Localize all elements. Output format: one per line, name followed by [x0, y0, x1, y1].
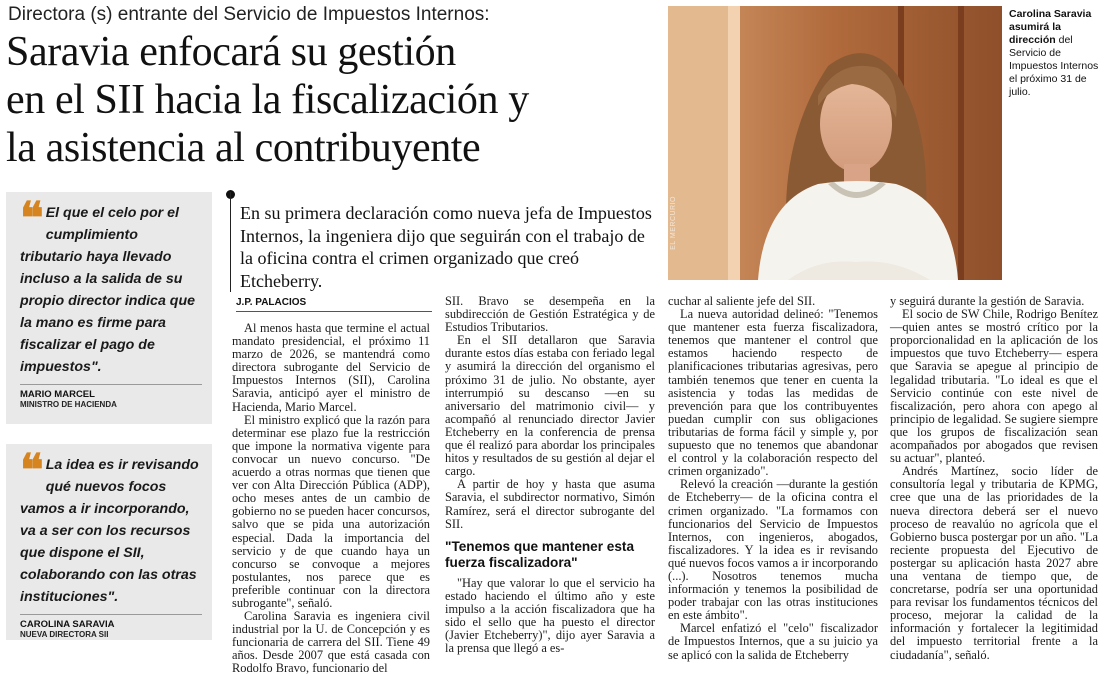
body-column-2: [445, 295, 655, 655]
article-kicker: Directora (s) entrante del Servicio de Impuestos Internos:: [8, 4, 490, 25]
quote-author-name: CAROLINA SARAVIA: [20, 619, 115, 630]
paragraph: En el SII detallaron que Saravia durante estos días estaba con feriado legal y asumirá la dirección del organismo el próximo 31 de julio. No obstante, ayer interrumpió su descanso —en su aniversario del matrimonio civil— y acompañó al renunciado director Javier Etcheberry en la conferencia de prensa que él realizó para abordar los principales hitos y resultados de su gestión al dejar el cargo.: [445, 333, 655, 479]
article-deck: En su primera declaración como nueva jefa de Impuestos Internos, la ingeniera dijo que seguirán con el trabajo de la oficina contra el crimen organizado que creó Etcheberry.: [240, 203, 652, 291]
section-subhead: "Tenemos que mantener esta fuerza fiscalizadora": [445, 538, 635, 570]
photo-credit: EL MERCURIO: [670, 196, 677, 250]
headline-line-1: Saravia enfocará su gestión: [6, 29, 456, 75]
photo-caption: [1009, 8, 1099, 99]
paragraph: El ministro explicó que la razón para determinar ese plazo fue la restricción que impone la normativa vigente para convocar un nuevo concurso. "De acuerdo a otras normas que tienen que ver con Alta Dirección Pública (ADP), ocho meses antes de un cambio de gobierno no se pueden hacer concursos, salvo que se pida una autorización especial. Dada la importancia del servicio y de que cuando haya un concurso se convoque a mejores postulantes, nos parece que es preferible continuar con la directora subrogante", señaló.: [232, 412, 430, 610]
quote-divider: [20, 614, 202, 615]
paragraph: SII. Bravo se desempeña en la subdirección de Gestión Estratégica y de Estudios Tributarios.: [445, 294, 655, 335]
paragraph: "Hay que valorar lo que el servicio ha estado haciendo el último año y este impulso a la acción fiscalizadora que ha sido el sello que ha puesto el director (Javier Etcheberry)", dijo ayer Saravia a la prensa que llegó a es-: [445, 575, 655, 656]
quote-author-role: NUEVA DIRECTORA SII: [20, 630, 109, 639]
paragraph: Al menos hasta que termine el actual mandato presidencial, el próximo 11 marzo de 2026, se mantendrá como directora subrogante del Servicio de Impuestos Internos (SII), Carolina Saravia, anticipó ayer el ministro de Hacienda, Mario Marcel.: [232, 321, 430, 414]
pull-quote-text: La idea es ir revisando qué nuevos focos vamos a ir incorporando, va a ser con los recursos que dispone el SII, colaborando con las otras instituciones".: [20, 457, 199, 605]
caption-bold: Carolina Saravia asumirá la dirección: [1009, 8, 1092, 46]
portrait-illustration: [668, 6, 1002, 280]
headline-line-3: la asistencia al contribuyente: [6, 125, 481, 171]
quote-divider: [20, 384, 202, 385]
headline-line-2: en el SII hacia la fiscalización y: [6, 77, 529, 123]
article-photo: [668, 6, 1002, 280]
paragraph: y seguirá durante la gestión de Saravia.: [890, 294, 1085, 308]
pull-quote-text: El que el celo por el cumplimiento tributario haya llevado incluso a la salida de su propio director indica que la mano es firme para fiscalizar el pago de impuestos".: [20, 205, 195, 375]
quote-mark-icon: ❝: [20, 445, 44, 496]
quote-mark-icon: ❝: [20, 193, 44, 244]
paragraph: La nueva autoridad delineó: "Tenemos que mantener esta fuerza fiscalizadora, tenemos que mantener el control que estamos haciendo respecto de planificaciones tributarias agresivas, pero también tenemos que tener en cuenta la asistencia y todas las medidas de prevención para que los contribuyentes puedan cumplir con sus obligaciones tributarias de forma fácil y simple y, por supuesto que no tenemos que abandonar el control y la colaboración respecto del crimen organizado".: [668, 307, 878, 479]
paragraph: El socio de SW Chile, Rodrigo Benítez —quien antes se mostró crítico por la proporcionalidad en la aplicación de los impuestos que tuvo Etcheberry— espera que Saravia se apegue al principio de legalidad tributaria. "Lo ideal es que el Servicio continúe con este nivel de fiscalización, pero ahora con apego al principio de legalidad. Se sugiere siempre que los grupos de fiscalización sean acompañados por abogados que revisen su actuar", planteó.: [890, 307, 1098, 466]
body-column-4: [890, 295, 1098, 662]
paragraph: Marcel enfatizó el "celo" fiscalizador de Impuestos Internos, que a su juicio ya se aplicó con la salida de Etcheberry: [668, 621, 878, 662]
byline: J.P. PALACIOS: [236, 297, 307, 308]
pull-quote-marcel: [6, 192, 212, 424]
paragraph: Relevó la creación —durante la gestión de Etcheberry— de la oficina contra el crimen organizado. "La formamos con funcionarios del Servicio de Impuestos Internos, con ingenieros, abogados, fiscalizadores. Y la idea es ir revisando qué nuevos focos vamos a ir incorporando (...). Nosotros tenemos mucha información y tenemos la posibilidad de poder trabajar con las otras instituciones en este ámbito".: [668, 477, 878, 623]
paragraph: Carolina Saravia es ingeniera civil industrial por la U. de Concepción y es funcionaria de carrera del SII. Tiene 49 años. Desde 2007 que está casada con Rodolfo Bravo, funcionario del: [232, 609, 430, 676]
paragraph: cuchar al saliente jefe del SII.: [668, 294, 816, 308]
body-column-3: [668, 295, 878, 662]
byline-divider: [236, 311, 432, 312]
quote-author-role: MINISTRO DE HACIENDA: [20, 400, 117, 409]
paragraph: Andrés Martínez, socio líder de consultoría legal y tributaria de KPMG, cree que una de las prioridades de la nueva directora deberá ser el nuevo proceso de reavalúo no agrícola que el Gobierno busca postergar por un año. "La reciente propuesta del Ejecutivo de postergar su aplicación hasta 2027 abre una ventana de tiempo que, de concretarse, podría ser una oportunidad para revisar los fundamentos técnicos del proceso, mejorar la calidad de la información y fortalecer la legitimidad del impuesto territorial frente a la ciudadanía", señaló.: [890, 464, 1098, 662]
body-column-1: [232, 322, 430, 676]
quote-author-name: MARIO MARCEL: [20, 389, 95, 400]
deck-rule: [230, 192, 231, 292]
caption-rest: del Servicio de Impuestos Internos el próximo 31 de julio.: [1009, 34, 1099, 98]
article-headline: [6, 28, 666, 172]
pull-quote-saravia: [6, 444, 212, 640]
paragraph: A partir de hoy y hasta que asuma Saravia, el subdirector normativo, Simón Ramírez, será el director subrogante del SII.: [445, 477, 655, 531]
